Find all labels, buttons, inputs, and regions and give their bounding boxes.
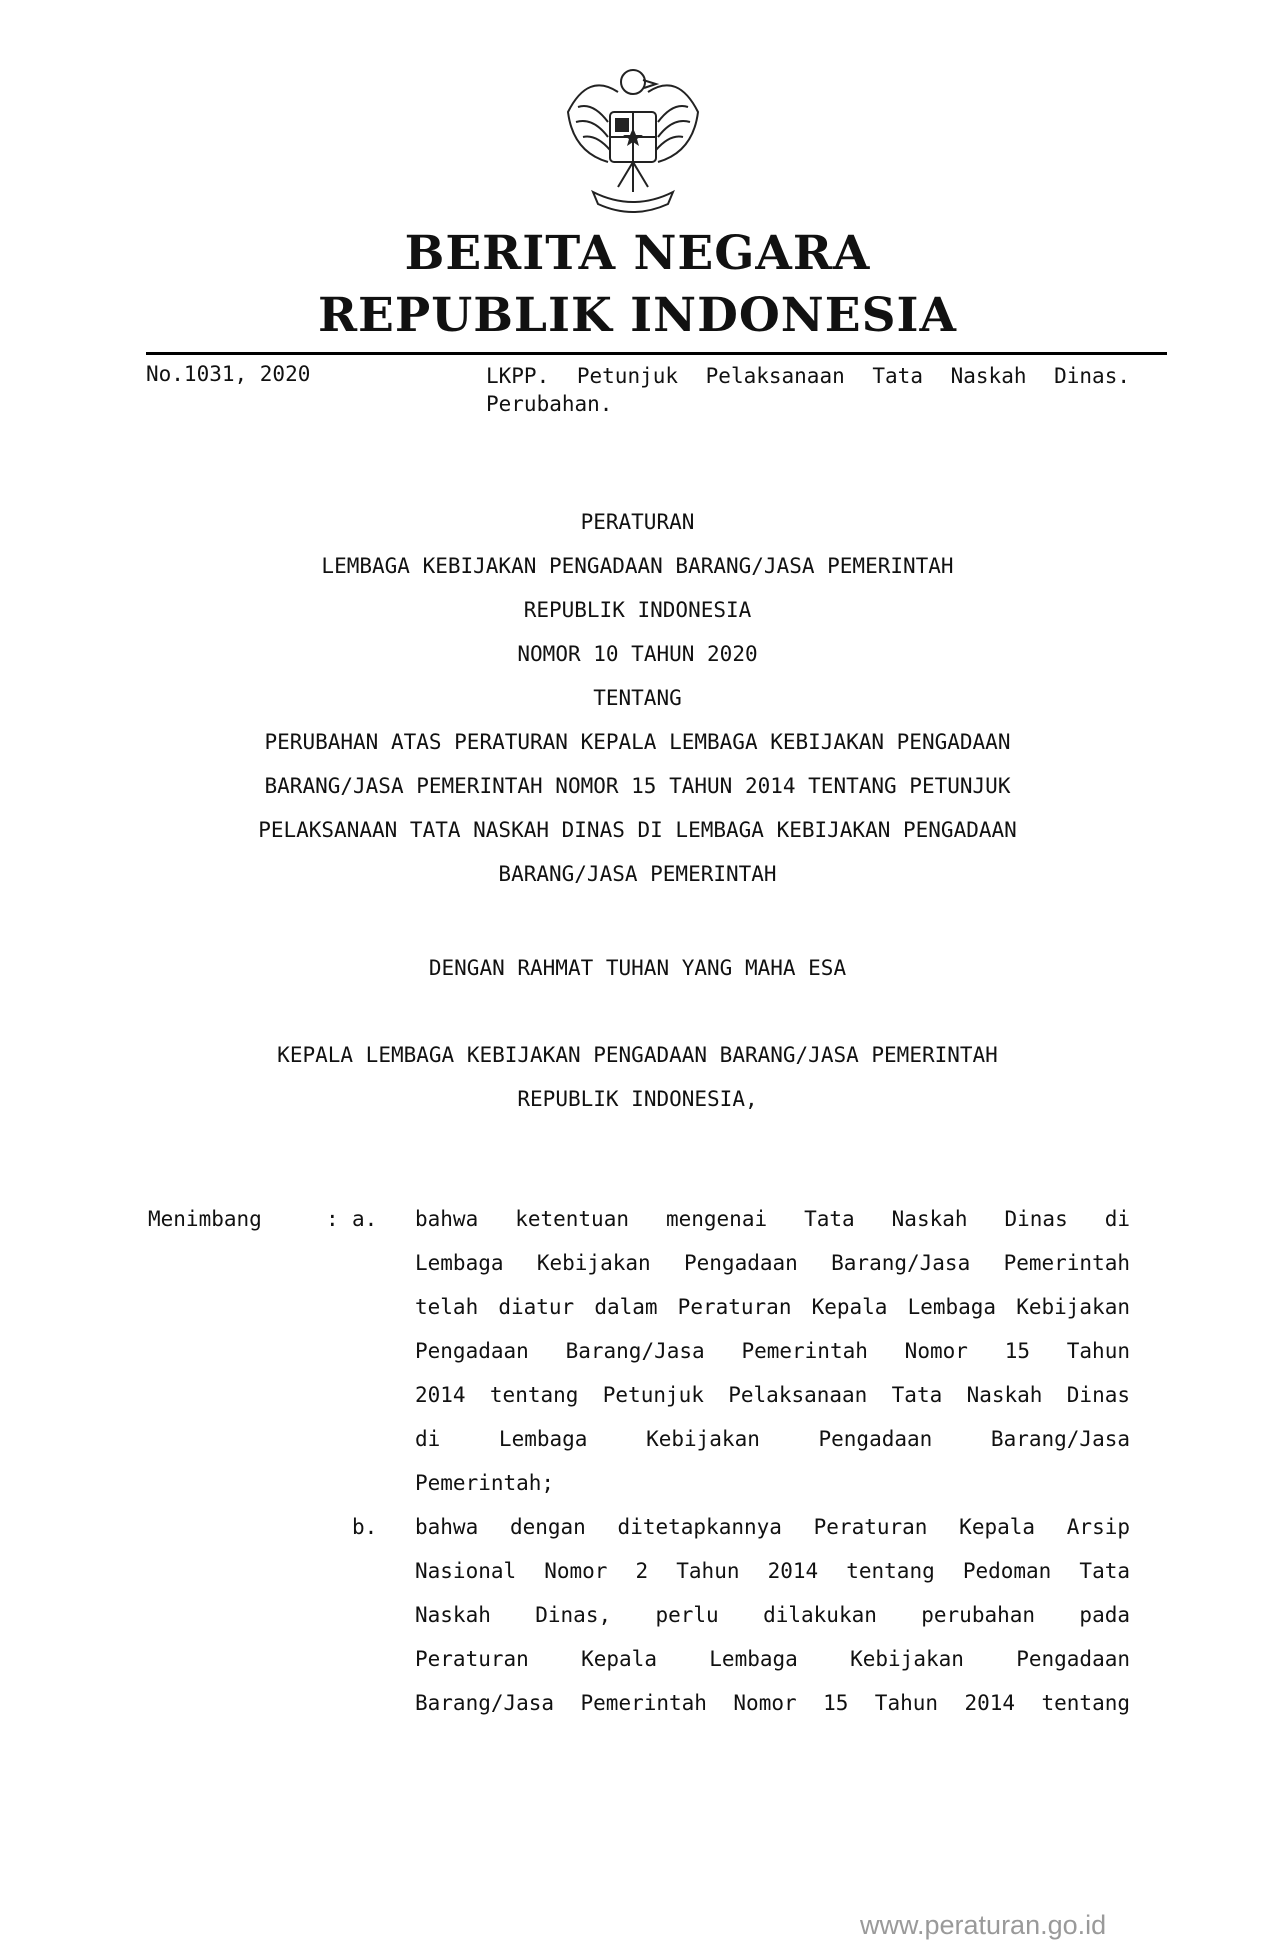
- item-a-line: Pengadaan Barang/Jasa Pemerintah Nomor 15 Tahun: [415, 1339, 1130, 1363]
- item-b-line: bahwa dengan ditetapkannya Peraturan Kepala Arsip: [415, 1515, 1130, 1539]
- item-b-line: Barang/Jasa Pemerintah Nomor 15 Tahun 2014 tentang: [415, 1691, 1130, 1715]
- heading-line: BARANG/JASA PEMERINTAH: [498, 862, 777, 886]
- official-line: REPUBLIK INDONESIA,: [517, 1087, 758, 1111]
- greeting: [120, 946, 1155, 990]
- gazette-number: No.1031, 2020: [146, 362, 311, 386]
- item-b-line: Naskah Dinas, perlu dilakukan perubahan pada: [415, 1603, 1130, 1627]
- heading-line: LEMBAGA KEBIJAKAN PENGADAAN BARANG/JASA PEMERINTAH: [321, 554, 954, 578]
- gazette-description: LKPP. Petunjuk Pelaksanaan Tata Naskah Dinas. Perubahan.: [486, 364, 1130, 416]
- heading-line: TENTANG: [593, 686, 682, 710]
- item-a-line: 2014 tentang Petunjuk Pelaksanaan Tata Naskah Dinas: [415, 1383, 1130, 1407]
- garuda-emblem-icon: [548, 52, 718, 222]
- item-b-line: Nasional Nomor 2 Tahun 2014 tentang Pedoman Tata: [415, 1559, 1130, 1583]
- heading-line: REPUBLIK INDONESIA: [523, 598, 752, 622]
- greeting-line: DENGAN RAHMAT TUHAN YANG MAHA ESA: [428, 956, 847, 980]
- considering-colon: :: [326, 1207, 339, 1231]
- item-b-line: Peraturan Kepala Lembaga Kebijakan Pengadaan: [415, 1647, 1130, 1671]
- header-divider: [146, 352, 1167, 355]
- item-a-line: bahwa ketentuan mengenai Tata Naskah Dinas di: [415, 1207, 1130, 1231]
- item-letter-a: a.: [352, 1207, 378, 1231]
- heading-line: PELAKSANAAN TATA NASKAH DINAS DI LEMBAGA KEBIJAKAN PENGADAAN: [258, 818, 1017, 842]
- gazette-title-line1: BERITA NEGARA: [404, 226, 871, 281]
- item-a-line: telah diatur dalam Peraturan Kepala Lembaga Kebijakan: [415, 1295, 1130, 1319]
- heading-line: PERUBAHAN ATAS PERATURAN KEPALA LEMBAGA KEBIJAKAN PENGADAAN: [264, 730, 1011, 754]
- regulation-heading: [120, 500, 1155, 896]
- heading-line: NOMOR 10 TAHUN 2020: [517, 642, 758, 666]
- gazette-title-line2: REPUBLIK INDONESIA: [317, 288, 957, 343]
- item-letter-b: b.: [352, 1515, 378, 1539]
- item-a-line: Lembaga Kebijakan Pengadaan Barang/Jasa Pemerintah: [415, 1251, 1130, 1275]
- considering-label: Menimbang: [148, 1207, 262, 1231]
- item-a-line: Pemerintah;: [415, 1471, 555, 1495]
- footer-url: www.peraturan.go.id: [860, 1910, 1107, 1940]
- item-a-line: di Lembaga Kebijakan Pengadaan Barang/Jasa: [415, 1427, 1130, 1451]
- heading-line: PERATURAN: [580, 510, 695, 534]
- heading-line: BARANG/JASA PEMERINTAH NOMOR 15 TAHUN 2014 TENTANG PETUNJUK: [264, 774, 1011, 798]
- official-line: KEPALA LEMBAGA KEBIJAKAN PENGADAAN BARANG/JASA PEMERINTAH: [277, 1043, 998, 1067]
- official-title: [120, 1033, 1155, 1121]
